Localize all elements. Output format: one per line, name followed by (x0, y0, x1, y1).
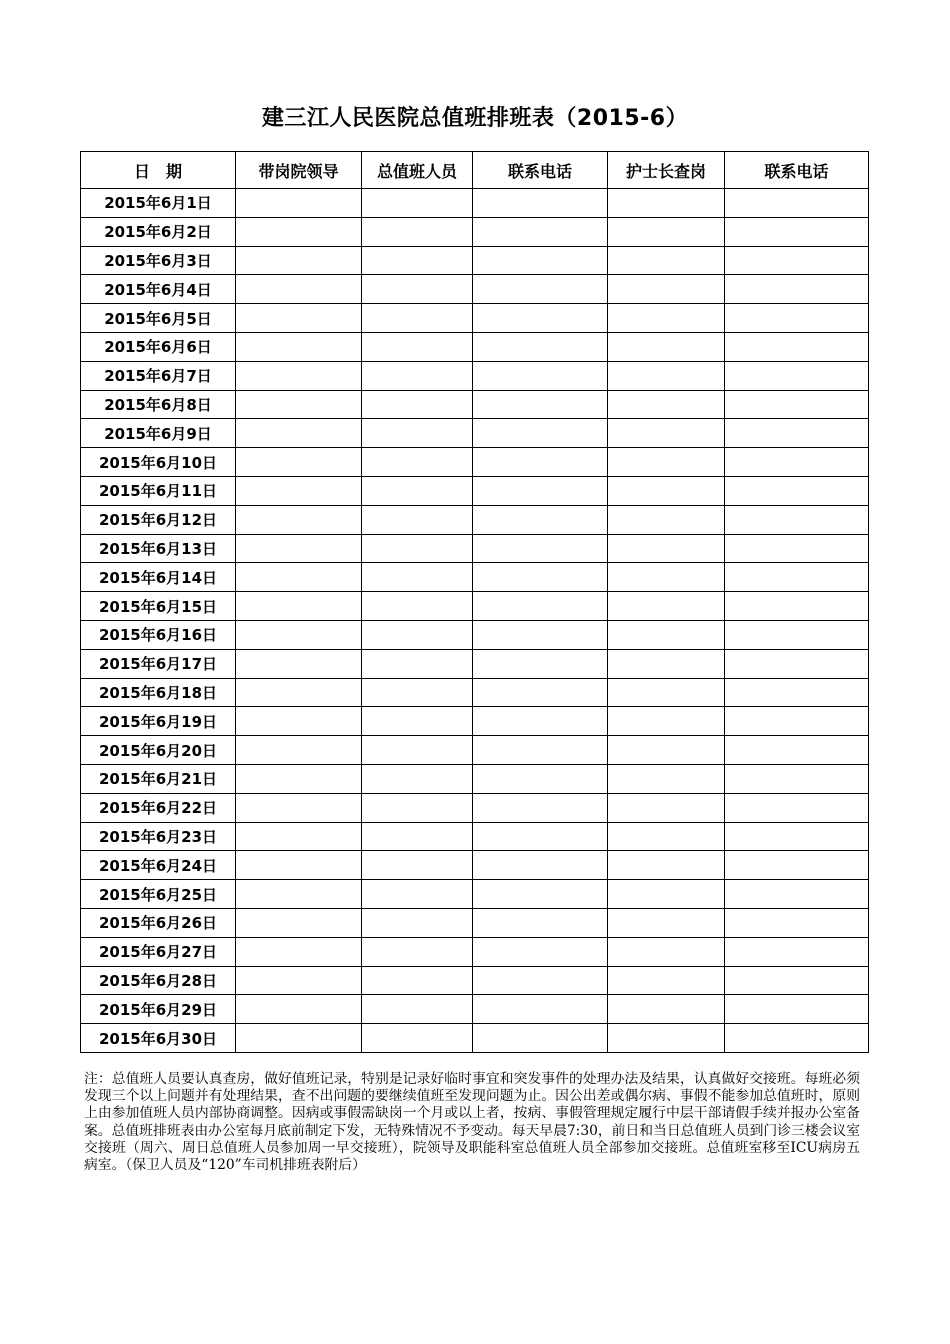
cell-date: 2015年6月27日 (81, 937, 236, 966)
cell-nurse-check (608, 966, 725, 995)
cell-nurse-check (608, 822, 725, 851)
cell-duty-staff (362, 304, 473, 333)
cell-leader (236, 966, 362, 995)
cell-phone-2 (725, 880, 869, 909)
cell-nurse-check (608, 563, 725, 592)
cell-nurse-check (608, 937, 725, 966)
cell-leader (236, 563, 362, 592)
cell-phone-2 (725, 592, 869, 621)
cell-date: 2015年6月16日 (81, 620, 236, 649)
header-date: 日 期 (81, 152, 236, 189)
cell-phone-2 (725, 793, 869, 822)
cell-leader (236, 764, 362, 793)
cell-duty-staff (362, 678, 473, 707)
cell-phone (473, 476, 608, 505)
cell-leader (236, 304, 362, 333)
cell-duty-staff (362, 476, 473, 505)
table-row (81, 448, 869, 477)
cell-leader (236, 189, 362, 218)
cell-phone (473, 620, 608, 649)
cell-phone (473, 390, 608, 419)
cell-nurse-check (608, 649, 725, 678)
cell-phone-2 (725, 563, 869, 592)
cell-phone-2 (725, 1024, 869, 1053)
cell-date: 2015年6月3日 (81, 246, 236, 275)
cell-phone (473, 649, 608, 678)
cell-leader (236, 448, 362, 477)
cell-phone-2 (725, 390, 869, 419)
table-row (81, 736, 869, 765)
cell-nurse-check (608, 332, 725, 361)
page-title: 建三江人民医院总值班排班表（2015-6） (261, 106, 689, 131)
cell-phone (473, 707, 608, 736)
cell-date: 2015年6月1日 (81, 189, 236, 218)
cell-duty-staff (362, 995, 473, 1024)
cell-nurse-check (608, 736, 725, 765)
cell-phone (473, 736, 608, 765)
cell-leader (236, 793, 362, 822)
cell-leader (236, 678, 362, 707)
cell-phone (473, 419, 608, 448)
cell-phone-2 (725, 189, 869, 218)
cell-phone-2 (725, 304, 869, 333)
cell-phone-2 (725, 908, 869, 937)
cell-phone (473, 764, 608, 793)
cell-leader (236, 332, 362, 361)
cell-duty-staff (362, 217, 473, 246)
cell-phone-2 (725, 361, 869, 390)
cell-date: 2015年6月17日 (81, 649, 236, 678)
cell-phone (473, 966, 608, 995)
table-row (81, 620, 869, 649)
cell-duty-staff (362, 390, 473, 419)
cell-duty-staff (362, 937, 473, 966)
table-row (81, 304, 869, 333)
cell-phone-2 (725, 448, 869, 477)
cell-duty-staff (362, 592, 473, 621)
cell-phone (473, 275, 608, 304)
cell-date: 2015年6月13日 (81, 534, 236, 563)
table-row (81, 764, 869, 793)
duty-schedule-table (80, 151, 869, 1053)
cell-duty-staff (362, 880, 473, 909)
cell-date: 2015年6月15日 (81, 592, 236, 621)
cell-date: 2015年6月25日 (81, 880, 236, 909)
table-row (81, 649, 869, 678)
cell-phone-2 (725, 217, 869, 246)
cell-phone (473, 361, 608, 390)
cell-date: 2015年6月22日 (81, 793, 236, 822)
cell-date: 2015年6月12日 (81, 505, 236, 534)
cell-phone-2 (725, 678, 869, 707)
cell-nurse-check (608, 995, 725, 1024)
cell-nurse-check (608, 793, 725, 822)
cell-phone (473, 505, 608, 534)
cell-duty-staff (362, 620, 473, 649)
table-body (81, 189, 869, 1053)
table-row (81, 189, 869, 218)
cell-phone-2 (725, 332, 869, 361)
cell-date: 2015年6月10日 (81, 448, 236, 477)
cell-phone-2 (725, 995, 869, 1024)
cell-phone-2 (725, 620, 869, 649)
cell-leader (236, 534, 362, 563)
cell-nurse-check (608, 505, 725, 534)
cell-duty-staff (362, 275, 473, 304)
cell-duty-staff (362, 793, 473, 822)
cell-duty-staff (362, 764, 473, 793)
cell-phone (473, 448, 608, 477)
cell-phone-2 (725, 966, 869, 995)
cell-date: 2015年6月24日 (81, 851, 236, 880)
cell-date: 2015年6月9日 (81, 419, 236, 448)
cell-nurse-check (608, 851, 725, 880)
cell-leader (236, 476, 362, 505)
cell-duty-staff (362, 448, 473, 477)
table-row (81, 995, 869, 1024)
table-row (81, 275, 869, 304)
cell-nurse-check (608, 908, 725, 937)
cell-duty-staff (362, 1024, 473, 1053)
header-duty-staff: 总值班人员 (362, 152, 473, 189)
footnote: 注：总值班人员要认真查房，做好值班记录，特别是记录好临时事宜和突发事件的处理办法及结果，认真做好交接班。每班必须发现三个以上问题并有处理结果，查不出问题的要继续值班至发现问题为止。因公出差或偶尔病、事假不能参加总值班时，原则上由参加值班人员内部协商调整。因病或事假需缺岗一个月或以上者，按病、事假管理规定履行中层干部请假手续并报办公室备案。总值班排班表由办公室每月底前制定下发，无特殊情况不予变动。每天早晨7:30，前日和当日总值班人员到门诊三楼会议室交接班（周六、周日总值班人员参加周一早交接班），院领导及职能科室总值班人员全部参加交接班。总值班室移至ICU病房五病室。（保卫人员及“120”车司机排班表附后） (84, 1071, 861, 1174)
cell-phone-2 (725, 764, 869, 793)
cell-phone-2 (725, 505, 869, 534)
cell-date: 2015年6月20日 (81, 736, 236, 765)
cell-date: 2015年6月28日 (81, 966, 236, 995)
cell-leader (236, 736, 362, 765)
cell-leader (236, 937, 362, 966)
cell-date: 2015年6月8日 (81, 390, 236, 419)
cell-phone-2 (725, 246, 869, 275)
cell-duty-staff (362, 649, 473, 678)
header-phone: 联系电话 (473, 152, 608, 189)
table-row (81, 246, 869, 275)
cell-nurse-check (608, 217, 725, 246)
cell-phone-2 (725, 275, 869, 304)
table-row (81, 563, 869, 592)
cell-leader (236, 246, 362, 275)
cell-nurse-check (608, 678, 725, 707)
cell-leader (236, 649, 362, 678)
cell-nurse-check (608, 764, 725, 793)
cell-phone (473, 995, 608, 1024)
cell-leader (236, 361, 362, 390)
table-row (81, 419, 869, 448)
cell-phone (473, 534, 608, 563)
cell-leader (236, 620, 362, 649)
table-row (81, 908, 869, 937)
table-row (81, 505, 869, 534)
table-row (81, 476, 869, 505)
cell-nurse-check (608, 390, 725, 419)
cell-duty-staff (362, 966, 473, 995)
cell-date: 2015年6月14日 (81, 563, 236, 592)
cell-nurse-check (608, 592, 725, 621)
cell-leader (236, 822, 362, 851)
cell-phone (473, 246, 608, 275)
cell-phone (473, 1024, 608, 1053)
cell-nurse-check (608, 707, 725, 736)
cell-phone-2 (725, 707, 869, 736)
cell-date: 2015年6月29日 (81, 995, 236, 1024)
cell-nurse-check (608, 880, 725, 909)
header-phone-2: 联系电话 (725, 152, 869, 189)
cell-phone-2 (725, 649, 869, 678)
table-row (81, 534, 869, 563)
cell-phone (473, 822, 608, 851)
table-header-row (81, 152, 869, 189)
cell-duty-staff (362, 707, 473, 736)
cell-nurse-check (608, 1024, 725, 1053)
cell-phone (473, 880, 608, 909)
cell-phone (473, 851, 608, 880)
cell-duty-staff (362, 908, 473, 937)
cell-nurse-check (608, 246, 725, 275)
cell-duty-staff (362, 505, 473, 534)
cell-phone-2 (725, 419, 869, 448)
cell-leader (236, 707, 362, 736)
cell-phone (473, 592, 608, 621)
cell-nurse-check (608, 275, 725, 304)
cell-date: 2015年6月30日 (81, 1024, 236, 1053)
cell-nurse-check (608, 476, 725, 505)
table-row (81, 822, 869, 851)
header-leader: 带岗院领导 (236, 152, 362, 189)
cell-duty-staff (362, 534, 473, 563)
cell-phone-2 (725, 851, 869, 880)
cell-date: 2015年6月19日 (81, 707, 236, 736)
cell-phone-2 (725, 822, 869, 851)
cell-leader (236, 880, 362, 909)
table-row (81, 1024, 869, 1053)
cell-phone (473, 563, 608, 592)
table-row (81, 880, 869, 909)
table-row (81, 592, 869, 621)
table-row (81, 937, 869, 966)
cell-phone (473, 908, 608, 937)
cell-nurse-check (608, 448, 725, 477)
cell-leader (236, 995, 362, 1024)
cell-date: 2015年6月26日 (81, 908, 236, 937)
table-row (81, 851, 869, 880)
cell-duty-staff (362, 361, 473, 390)
cell-date: 2015年6月7日 (81, 361, 236, 390)
cell-date: 2015年6月5日 (81, 304, 236, 333)
cell-duty-staff (362, 736, 473, 765)
cell-phone (473, 217, 608, 246)
table-row (81, 390, 869, 419)
cell-nurse-check (608, 304, 725, 333)
cell-phone-2 (725, 736, 869, 765)
table-row (81, 332, 869, 361)
cell-leader (236, 505, 362, 534)
cell-duty-staff (362, 851, 473, 880)
table-row (81, 217, 869, 246)
cell-phone (473, 678, 608, 707)
cell-duty-staff (362, 246, 473, 275)
cell-date: 2015年6月6日 (81, 332, 236, 361)
cell-nurse-check (608, 620, 725, 649)
cell-date: 2015年6月11日 (81, 476, 236, 505)
cell-date: 2015年6月2日 (81, 217, 236, 246)
cell-duty-staff (362, 419, 473, 448)
cell-duty-staff (362, 563, 473, 592)
cell-leader (236, 390, 362, 419)
cell-date: 2015年6月4日 (81, 275, 236, 304)
cell-phone-2 (725, 937, 869, 966)
cell-leader (236, 1024, 362, 1053)
cell-duty-staff (362, 332, 473, 361)
cell-nurse-check (608, 534, 725, 563)
cell-leader (236, 592, 362, 621)
cell-phone (473, 189, 608, 218)
cell-duty-staff (362, 189, 473, 218)
cell-phone-2 (725, 534, 869, 563)
cell-phone (473, 332, 608, 361)
cell-leader (236, 275, 362, 304)
cell-leader (236, 217, 362, 246)
cell-leader (236, 908, 362, 937)
cell-date: 2015年6月21日 (81, 764, 236, 793)
header-nurse-check: 护士长查岗 (608, 152, 725, 189)
cell-date: 2015年6月23日 (81, 822, 236, 851)
table-row (81, 793, 869, 822)
cell-nurse-check (608, 361, 725, 390)
cell-date: 2015年6月18日 (81, 678, 236, 707)
table-row (81, 707, 869, 736)
cell-nurse-check (608, 419, 725, 448)
cell-phone-2 (725, 476, 869, 505)
table-row (81, 361, 869, 390)
table-row (81, 966, 869, 995)
cell-phone (473, 937, 608, 966)
cell-duty-staff (362, 822, 473, 851)
cell-phone (473, 304, 608, 333)
table-row (81, 678, 869, 707)
cell-phone (473, 793, 608, 822)
cell-leader (236, 419, 362, 448)
cell-leader (236, 851, 362, 880)
cell-nurse-check (608, 189, 725, 218)
